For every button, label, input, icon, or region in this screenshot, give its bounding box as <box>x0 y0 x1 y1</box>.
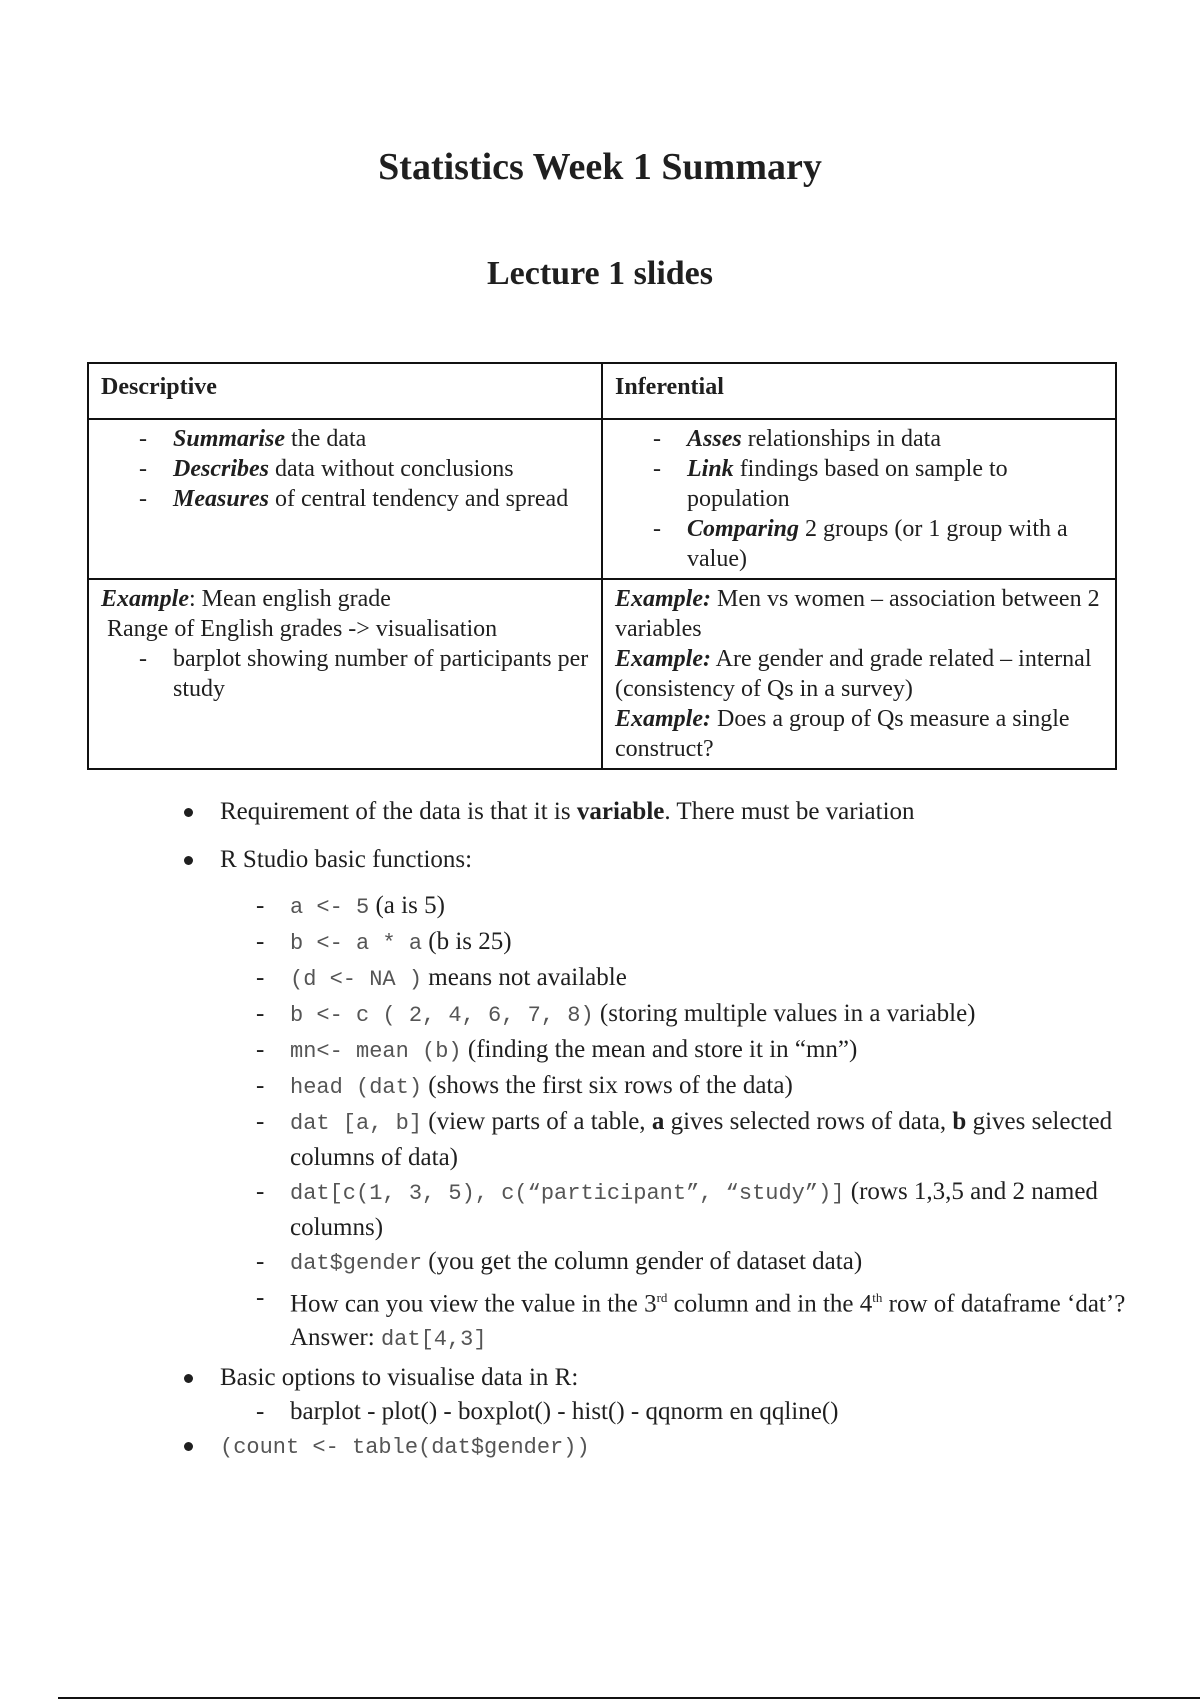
example-line: Example: Does a group of Qs measure a single construct? <box>615 706 1070 762</box>
list-item: - Link findings based on sample to population <box>687 454 1103 514</box>
list-item: - Measures of central tendency and spread <box>173 484 589 514</box>
list-item: - dat$gender (you get the column gender of dataset data) <box>290 1245 1132 1281</box>
bullet-rstudio: R Studio basic functions: <box>182 843 1132 877</box>
descriptive-example-cell <box>88 579 602 769</box>
list-item: - Describes data without conclusions <box>173 454 589 484</box>
descriptive-points-cell <box>88 419 602 579</box>
list-item: - How can you view the value in the 3rd column and in the 4th row of dataframe ‘dat’? Answer: dat[4,3] <box>290 1281 1132 1357</box>
list-item: - Summarise the data <box>173 424 589 454</box>
footer-divider <box>58 1697 1200 1699</box>
list-item: - barplot - plot() - boxplot() - hist() - qqnorm en qqline() <box>290 1395 1132 1429</box>
list-item: - head (dat) (shows the first six rows of the data) <box>290 1069 1132 1105</box>
section-subtitle: Lecture 1 slides <box>486 255 713 292</box>
bullet-requirement: Requirement of the data is that it is variable. There must be variation <box>182 795 1132 829</box>
example-line: Range of English grades -> visualisation <box>107 616 498 642</box>
list-item: - (d <- NA ) means not available <box>290 961 1132 997</box>
list-item: - Asses relationships in data <box>687 424 1103 454</box>
list-item: - dat [a, b] (view parts of a table, a gives selected rows of data, b gives selected columns of data) <box>290 1105 1132 1175</box>
example-line: Example: Mean english grade <box>101 586 391 612</box>
bullet-count: (count <- table(dat$gender)) <box>182 1429 1132 1465</box>
list-item: - b <- c ( 2, 4, 6, 7, 8) (storing multiple values in a variable) <box>290 997 1132 1033</box>
comparison-table <box>87 362 1117 770</box>
notes-section <box>182 795 1132 1465</box>
list-item: - b <- a * a (b is 25) <box>290 925 1132 961</box>
inferential-list <box>615 424 1103 574</box>
table-header-row <box>88 363 1116 419</box>
table-row-points <box>88 419 1116 579</box>
table-row-examples <box>88 579 1116 769</box>
bullet-visualise: Basic options to visualise data in R: <box>182 1361 1132 1395</box>
list-item: - dat[c(1, 3, 5), c(“participant”, “study”)] (rows 1,3,5 and 2 named columns) <box>290 1175 1132 1245</box>
descriptive-example-list <box>101 644 589 704</box>
inferential-example-cell <box>602 579 1116 769</box>
list-item: - mn<- mean (b) (finding the mean and store it in “mn”) <box>290 1033 1132 1069</box>
example-line: Example: Are gender and grade related – internal (consistency of Qs in a survey) <box>615 646 1092 702</box>
page-title: Statistics Week 1 Summary <box>378 146 822 188</box>
rstudio-functions-list <box>182 889 1132 1357</box>
visualise-list <box>182 1395 1132 1429</box>
descriptive-list <box>101 424 589 514</box>
list-item: - barplot showing number of participants per study <box>173 644 589 704</box>
list-item: - a <- 5 (a is 5) <box>290 889 1132 925</box>
list-item: - Comparing 2 groups (or 1 group with a value) <box>687 514 1103 574</box>
header-descriptive: Descriptive <box>88 363 602 419</box>
example-line: Example: Men vs women – association between 2 variables <box>615 586 1100 642</box>
header-inferential: Inferential <box>602 363 1116 419</box>
inferential-points-cell <box>602 419 1116 579</box>
